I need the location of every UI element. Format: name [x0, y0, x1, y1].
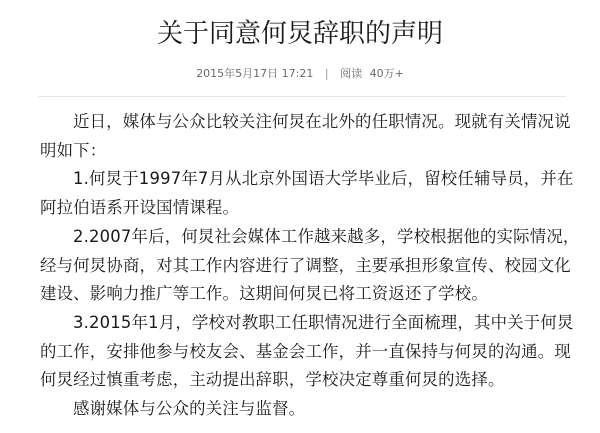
- header-divider: [38, 96, 566, 97]
- publish-date: 2015年5月17日 17:21: [196, 67, 314, 80]
- paragraph-item-1: 1.何炅于1997年7月从北京外国语大学毕业后，留校任辅导员，并在阿拉伯语系开设国情课程。: [40, 169, 574, 218]
- article-meta: [0, 66, 600, 82]
- article-body: [40, 108, 580, 424]
- views-count: 40万+: [369, 67, 404, 80]
- meta-separator: |: [324, 67, 329, 80]
- paragraph-intro: 近日，媒体与公众比较关注何炅在北外的任职情况。现就有关情况说明如下：: [40, 112, 571, 160]
- paragraph-item-3: 3.2015年1月，学校对教职工任职情况进行全面梳理，其中关于何炅的工作，安排他参与校友会、基金会工作，并一直保持与何炅的沟通。现何炅经过慎重考虑，主动提出辞职，学校决定尊重何炅的选择。: [40, 312, 574, 390]
- article-title: 关于同意何炅辞职的声明: [156, 19, 443, 49]
- views-label: 阅读: [340, 67, 363, 80]
- paragraph-item-2: 2.2007年后，何炅社会媒体工作越来越多，学校根据他的实际情况，经与何炅协商，对其工作内容进行了调整，主要承担形象宣传、校园文化建设、影响力推广等工作。这期间何炅已将工资返还了学校。: [40, 226, 580, 304]
- paragraph-closing: 感谢媒体与公众的关注与监督。: [73, 399, 306, 419]
